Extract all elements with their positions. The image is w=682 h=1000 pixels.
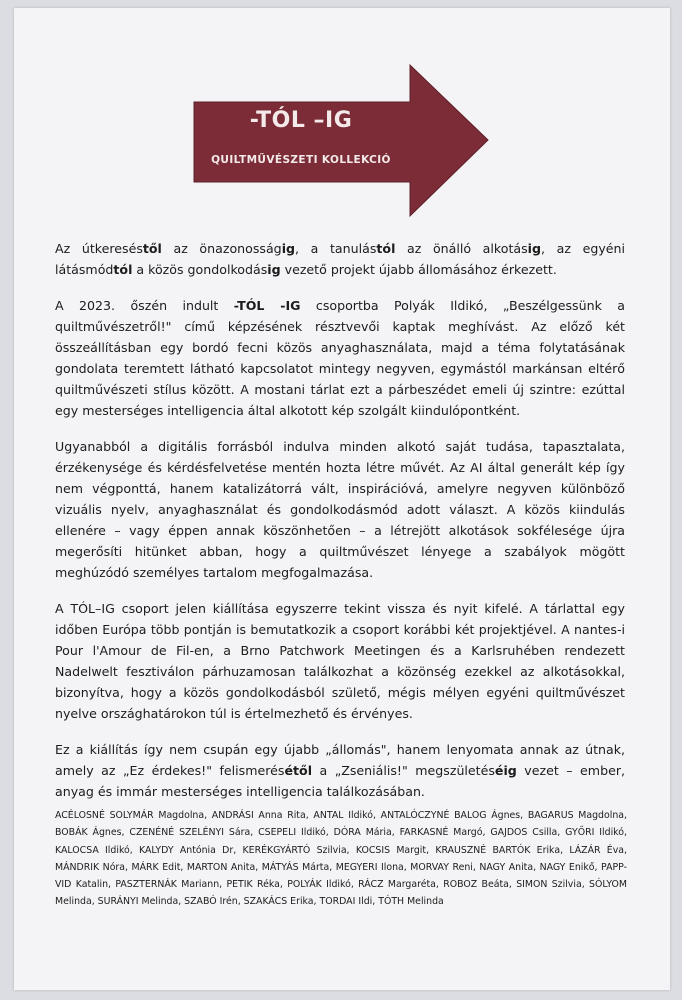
- arrow-banner: [182, 60, 492, 222]
- paragraph-ai-source: [55, 436, 625, 583]
- emphasis-run: -TÓL -IG: [233, 298, 301, 313]
- text-run: az önálló alkotás: [395, 241, 528, 256]
- emphasis-run: tól: [113, 262, 133, 277]
- text-run: , a tanulás: [295, 241, 377, 256]
- emphasis-run: től: [142, 241, 162, 256]
- body-text: [55, 238, 625, 817]
- emphasis-run: ig: [527, 241, 542, 256]
- paragraph-europe: [55, 598, 625, 724]
- text-run: az önazonosság: [161, 241, 282, 256]
- text-run: A TÓL–IG csoport jelen kiállítása egyszerre tekint vissza és nyit kifelé. A tárlattal egy időben Európa több pontján is bemutatkozik a csoport korábbi két projektjével. A nantes-i Pour l'Amour de Fil-en, a Brno Patchwork Meetingen és a Karlsruhében rendezett Nadelwelt fesztiválon párhuzamosan találkozhat a közönség ezekkel az alkotásokkal, bizonyítva, hogy a közös gondolkodásból születő, mégis mélyen egyéni quiltművészet nyelve országhatárokon túl is értelmezhető és érvényes.: [55, 601, 625, 721]
- paragraph-closing: [55, 739, 625, 802]
- text-run: Az útkeresés: [55, 241, 143, 256]
- emphasis-run: ig: [281, 241, 296, 256]
- text-run: vezet – ember, anyag és immár mesterséges intelligencia találkozásában.: [55, 763, 625, 799]
- text-run: A 2023. őszén indult: [55, 298, 234, 313]
- artist-list: ACÉLOSNÉ SOLYMÁR Magdolna, ANDRÁSI Anna Rita, ANTAL Ildikó, ANTALÓCZYNÉ BALOG Ágnes, BAGARUS Magdolna, BOBÁK Ágnes, CZENÉNÉ SZELÉNYI Sára, CSEPELI Ildikó, DÓRA Mária, FARKASNÉ Margó, GAJDOS Csilla, GYŐRI Ildikó, KALOCSA Ildikó, KALYDY Antónia Dr, KERÉKGYÁRTÓ Szilvia, KOCSIS Margit, KRAUSZNÉ BARTÓK Erika, LÁZÁR Éva, MÁNDRIK Nóra, MÁRK Edit, MARTON Anita, MÁTYÁS Márta, MEGYERI Ilona, MORVAY Reni, NAGY Anita, NAGY Enikő, PAPP-VID Katalin, PASZTERNÁK Mariann, PETIK Réka, POLYÁK Ildikó, RÁCZ Margaréta, ROBOZ Beáta, SIMON Szilvia, SÓLYOM Melinda, SURÁNYI Melinda, SZABÓ Irén, SZAKÁCS Erika, TORDAI Ildi, TÓTH Melinda: [55, 810, 627, 908]
- paragraph-intro: [55, 238, 625, 280]
- arrow-shape: [194, 65, 488, 216]
- text-run: vezető projekt újabb állomásához érkezett.: [280, 262, 557, 277]
- text-run: , az egyéni látásmód: [55, 241, 626, 277]
- emphasis-run: éig: [494, 763, 517, 778]
- text-run: a közös gondolkodás: [132, 262, 268, 277]
- exhibition-title: -TÓL –IG: [249, 108, 353, 133]
- text-run: Ugyanabból a digitális forrásból indulva minden alkotó saját tudása, tapasztalata, érzékenysége és kérdésfelvetése mentén hozta létre művét. Az AI által generált kép így nem végponttá, hanem katalizátorrá vált, inspirációvá, amelyre negyven különböző vizuális nyelv, anyaghasználat és gondolkodásmód adott választ. A közös kiindulás ellenére – vagy éppen annak köszönhetően – a létrejött alkotások sokfélesége újra megerősíti hitünket abban, hogy a quiltművészet lényege a szabályok mögött meghúzódó személyes tartalom megfogalmazása.: [55, 439, 625, 580]
- text-run: a „Zseniális!" megszületés: [312, 763, 495, 778]
- exhibition-subtitle: QUILTMŰVÉSZETI KOLLEKCIÓ: [211, 154, 391, 166]
- emphasis-run: étől: [284, 763, 313, 778]
- text-run: Ez a kiállítás így nem csupán egy újabb „állomás", hanem lenyomata annak az útnak, amely az „Ez érdekes!" felismerés: [55, 742, 625, 778]
- emphasis-run: ig: [267, 262, 281, 277]
- emphasis-run: tól: [376, 241, 396, 256]
- paragraph-history: [55, 295, 625, 421]
- text-run: csoportba Polyák Ildikó, „Beszélgessünk a quiltművészetről!" című képzésének résztvevői kaptak meghívást. Az előző két összeállításban egy bordó fecni közös anyaghasználata, majd a téma folytatásának gondolata teremtett látható kapcsolatot mintegy negyven, egymástól markánsan eltérő quiltművészeti stílus között. A mostani tárlat ezt a párbeszédet emeli új szintre: ezúttal egy mesterséges intelligencia által alkotott kép szolgált kiindulópontként.: [55, 298, 625, 418]
